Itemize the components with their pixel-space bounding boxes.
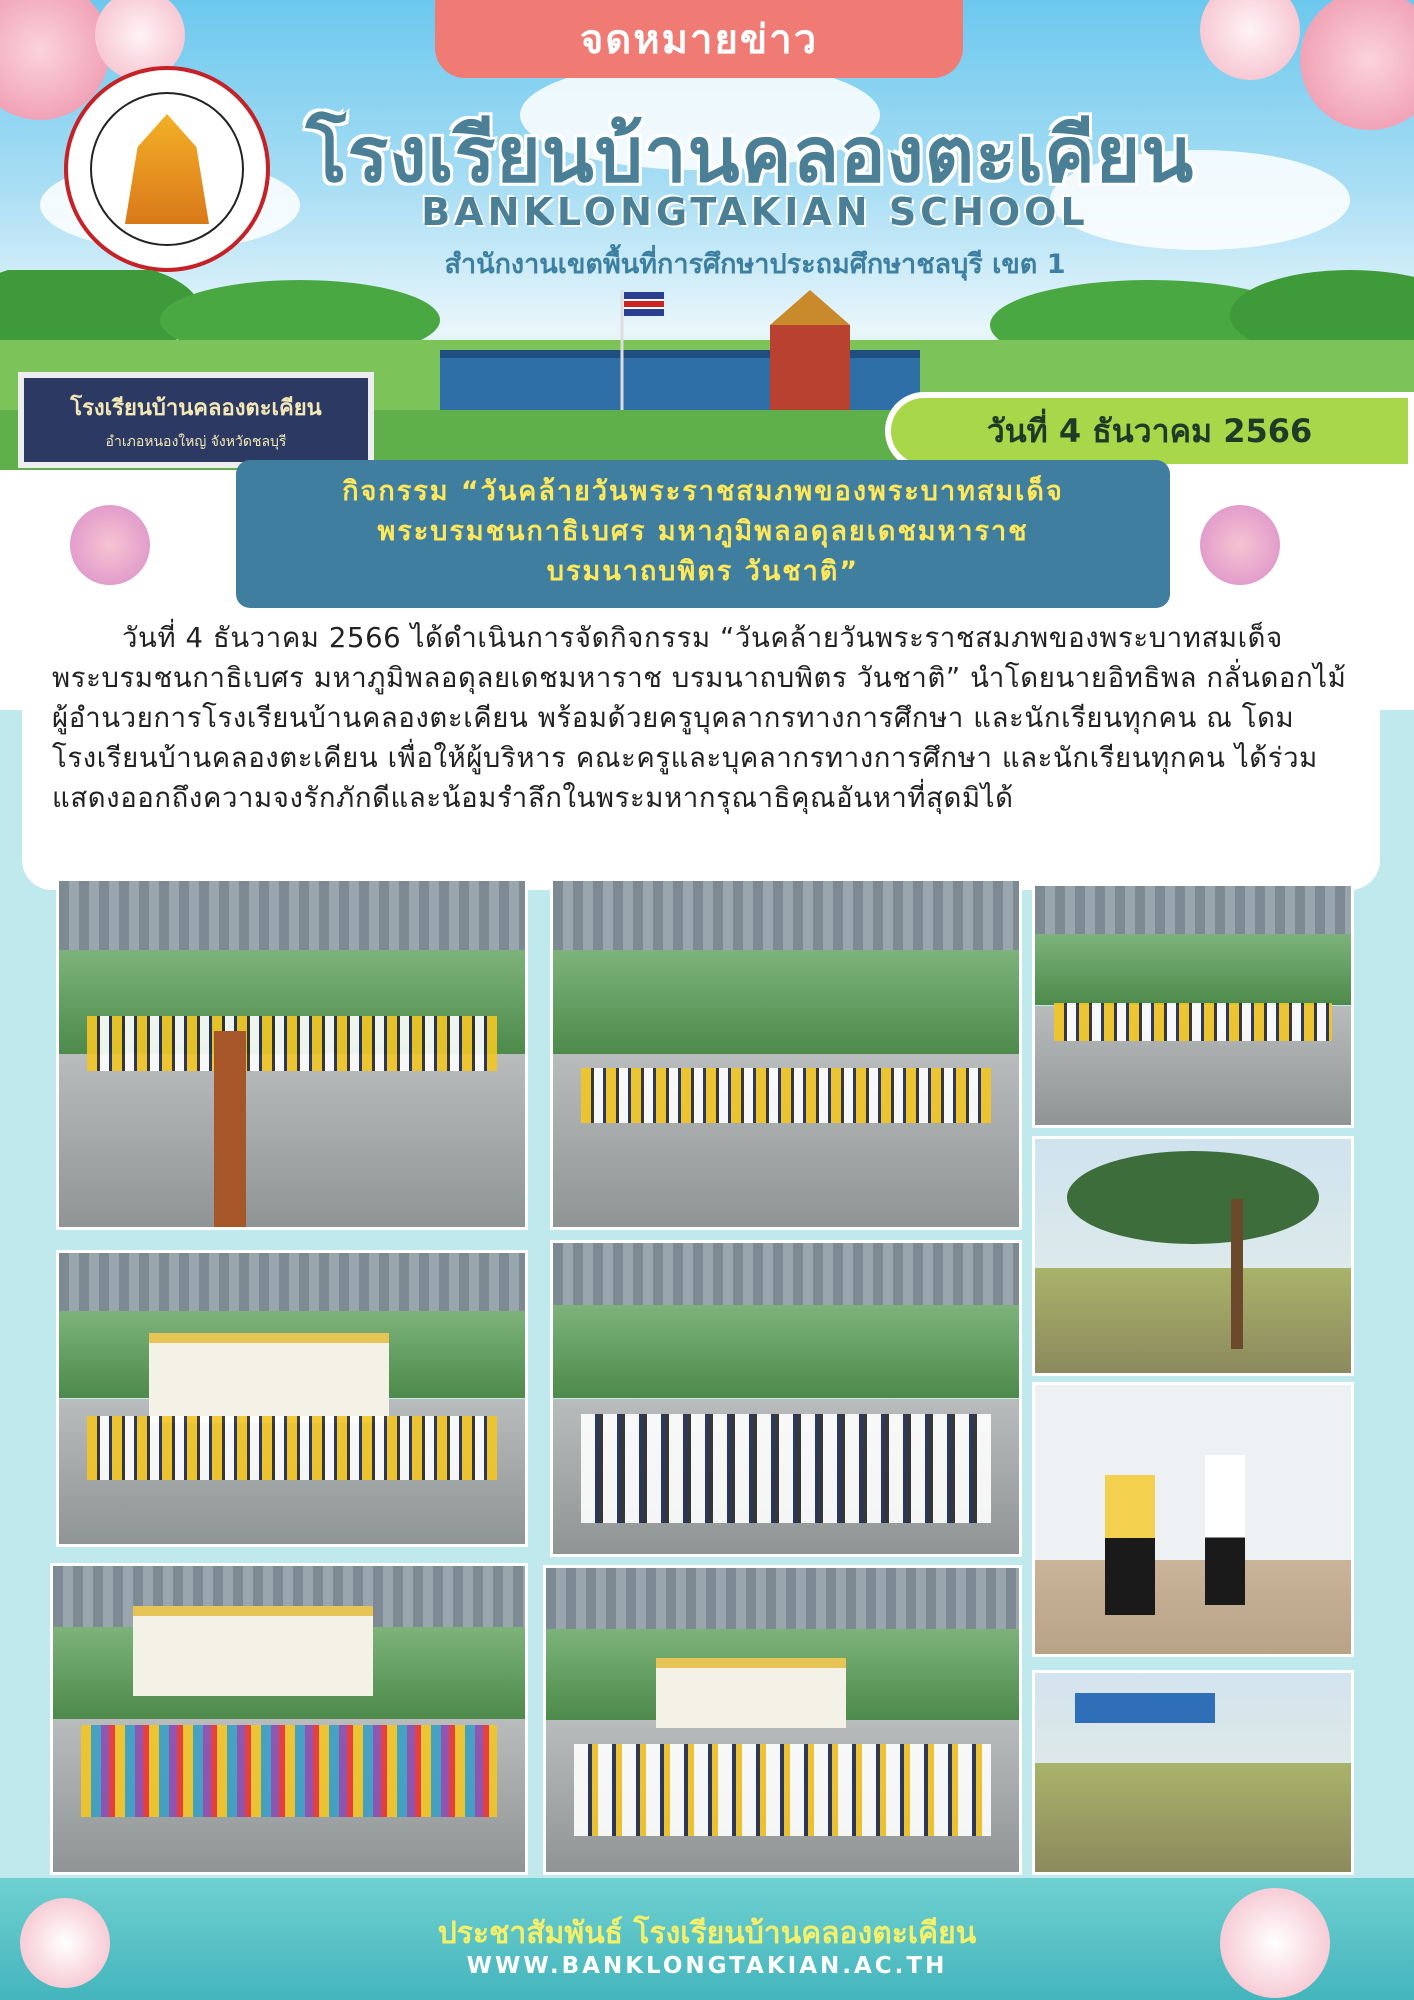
footer-website: WWW.BANKLONGTAKIAN.AC.TH <box>466 1953 948 1979</box>
newsletter-badge: จดหมายข่าว <box>435 0 963 78</box>
footer-pr-text: ประชาสัมพันธ์ โรงเรียนบ้านคลองตะเคียน <box>437 1916 977 1951</box>
photo-cleaning-under-tree <box>1032 1136 1354 1376</box>
school-sign <box>18 372 374 468</box>
photo-teacher-sweeping <box>1032 1382 1354 1657</box>
activity-title <box>236 460 1170 608</box>
photo-teachers-students-lineup <box>550 878 1022 1230</box>
activity-title-line-1: กิจกรรม “วันคล้ายวันพระราชสมภพของพระบาทสมเด็จ <box>342 476 1064 507</box>
activity-title-line-3: บรมนาถบพิตร วันชาติ” <box>546 556 860 587</box>
school-logo <box>64 66 270 272</box>
photo-students-seated-stage <box>543 1565 1022 1875</box>
photo-kids-group-stage <box>50 1563 528 1875</box>
activity-title-line-2: พระบรมชนกาธิเบศร มหาภูมิพลอดุลยเดชมหาราช <box>377 516 1029 547</box>
sign-line-2: อำเภอหนองใหญ่ จังหวัดชลบุรี <box>105 434 287 450</box>
photo-staff-portrait-stage <box>56 1250 528 1547</box>
flower-decoration-mid-right <box>1200 505 1280 585</box>
activity-description <box>22 608 1380 890</box>
sign-line-1: โรงเรียนบ้านคลองตะเคียน <box>70 396 322 421</box>
emblem-icon <box>125 114 209 224</box>
photo-students-assembly-dome <box>1032 883 1354 1128</box>
photo-director-speech <box>56 878 528 1230</box>
date-label: วันที่ 4 ธันวาคม 2566 <box>885 392 1414 470</box>
flower-decoration-mid-left <box>70 505 150 585</box>
photo-students-sweeping-field <box>1032 1670 1354 1875</box>
education-office: สำนักงานเขตพื้นที่การศึกษาประถมศึกษาชลบุรี เขต 1 <box>444 249 1066 280</box>
school-name-thai: โรงเรียนบ้านคลองตะเคียน <box>305 110 1195 199</box>
activity-body-text: วันที่ 4 ธันวาคม 2566 ได้ดำเนินการจัดกิจกรรม “วันคล้ายวันพระราชสมภพของพระบาทสมเด็จพระบรมชนกาธิเบศร มหาภูมิพลอดุลยเดชมหาราช บรมนาถบพิตร วันชาติ” นำโดยนายอิทธิพล กลั่นดอกไม้ ผู้อำนวยการโรงเรียนบ้านคลองตะเคียน พร้อมด้วยครูบุคลากรทางการศึกษา และนักเรียนทุกคน ณ โดมโรงเรียนบ้านคลองตะเคียน เพื่อให้ผู้บริหาร คณะครูและบุคลากรทางการศึกษา และนักเรียนทุกคน ได้ร่วมแสดงออกถึงความจงรักภักดีและน้อมรำลึกในพระมหากรุณาธิคุณอันหาที่สุดมิได้ <box>52 622 1347 814</box>
photo-students-crowd-dome <box>550 1240 1022 1557</box>
school-name-english: BANKLONGTAKIAN SCHOOL <box>421 190 1089 234</box>
